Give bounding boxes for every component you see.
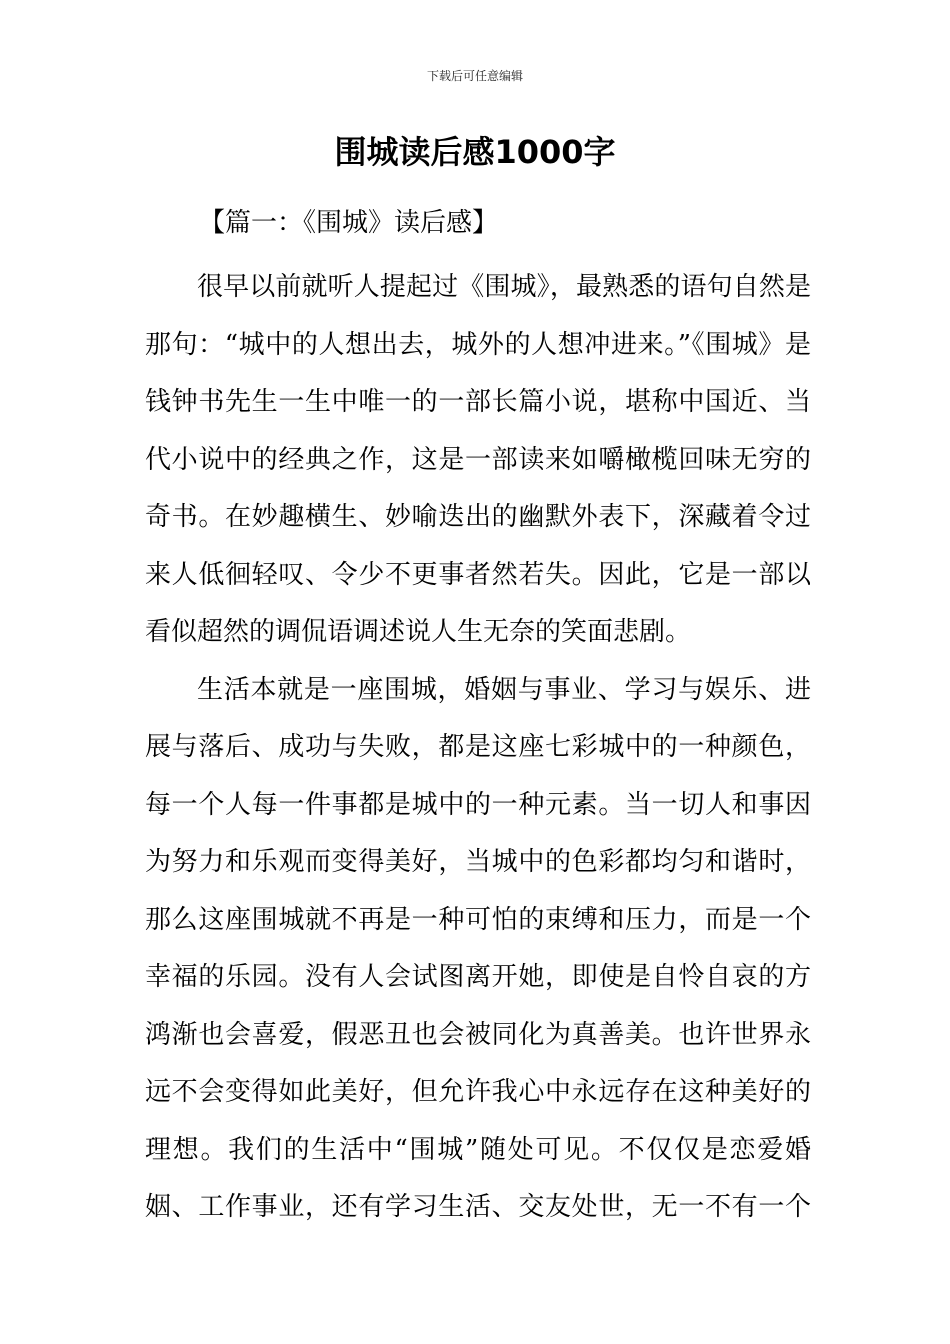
- header-note: 下载后可任意编辑: [426, 69, 523, 83]
- section-heading: 【篇一：《围城》读后感】: [199, 208, 499, 238]
- body-text: [145, 259, 811, 1237]
- paragraph-2: 生活本就是一座围城，婚姻与事业、学习与娱乐、进展与落后、成功与失败，都是这座七彩城中的一种颜色，每一个人每一件事都是城中的一种元素。当一切人和事因为努力和乐观而变得美好，当城中的色彩都均匀和谐时，那么这座围城就不再是一种可怕的束缚和压力，而是一个幸福的乐园。没有人会试图离开她，即使是自怜自哀的方鸿渐也会喜爱，假恶丑也会被同化为真善美。也许世界永远不会变得如此美好，但允许我心中永远存在这种美好的理想。我们的生活中“围城”随处可见。不仅仅是恋爱婚姻、工作事业，还有学习生活、交友处世，无一不有一个: [145, 674, 811, 1222]
- paragraph-1: 很早以前就听人提起过《围城》，最熟悉的语句自然是那句：“城中的人想出去，城外的人想冲进来。”《围城》是钱钟书先生一生中唯一的一部长篇小说，堪称中国近、当代小说中的经典之作，这是一部读来如嚼橄榄回味无穷的奇书。在妙趣横生、妙喻迭出的幽默外表下，深藏着令过来人低徊轻叹、令少不更事者然若失。因此，它是一部以看似超然的调侃语调述说人生无奈的笑面悲剧。: [145, 272, 811, 647]
- document-title: 围城读后感1000字: [334, 133, 616, 171]
